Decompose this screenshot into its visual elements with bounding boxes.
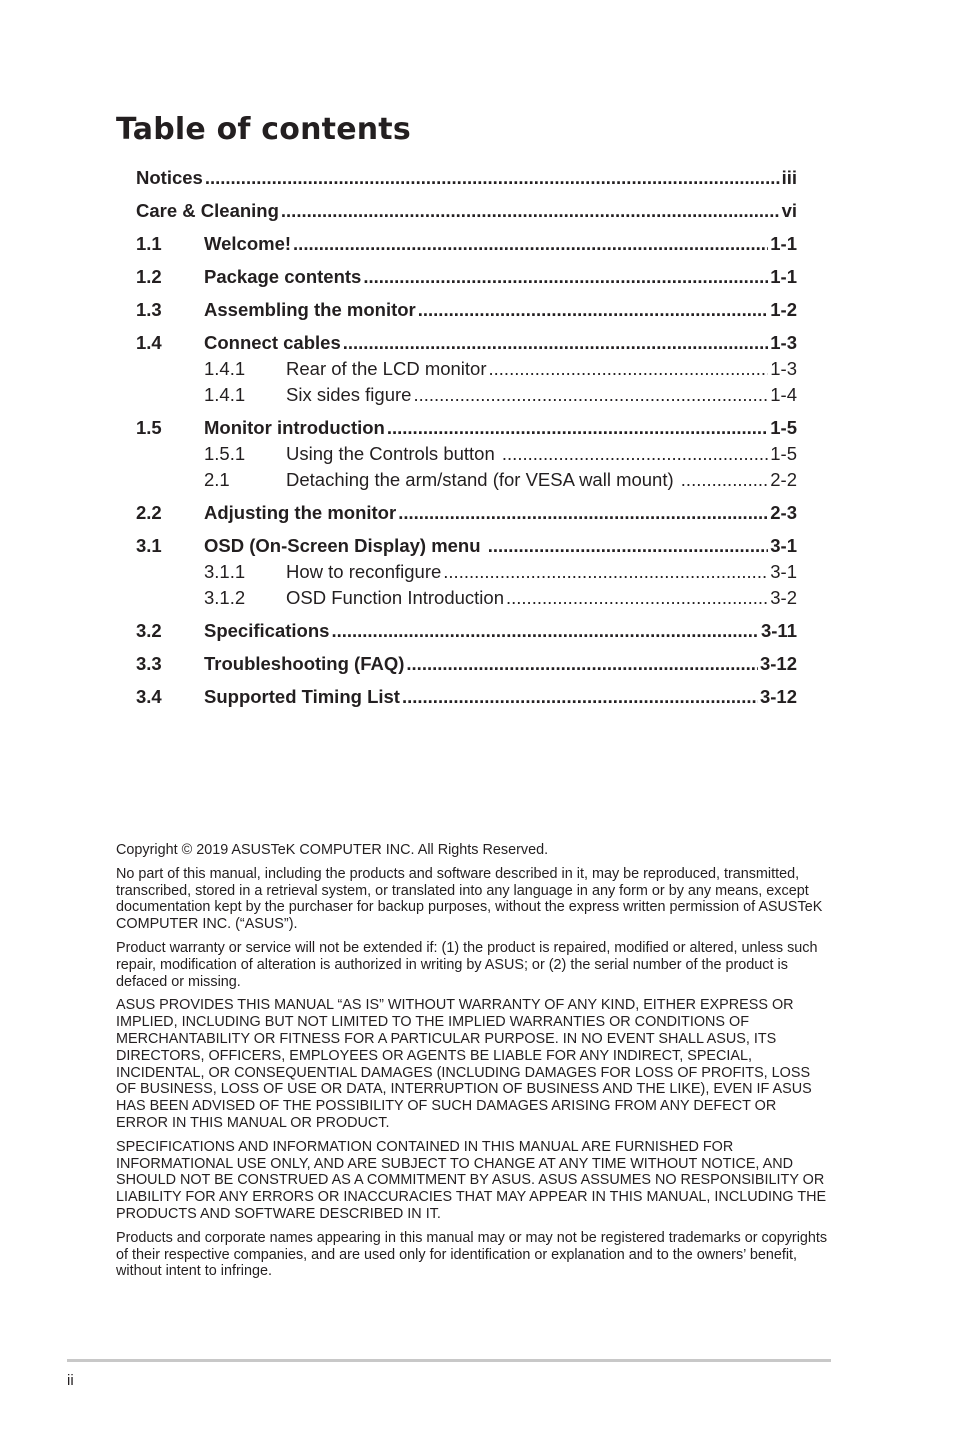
toc-entry-label: OSD Function Introduction — [286, 587, 504, 608]
toc-entry-number: 1.4.1 — [204, 384, 246, 405]
toc-entry-page: 3-2 — [770, 587, 797, 608]
toc-entry-1-4[interactable] — [136, 330, 797, 356]
toc-entry-notices[interactable] — [136, 165, 797, 191]
toc-subentry-3-1-1[interactable] — [136, 559, 797, 585]
toc-entry-page: 1-1 — [770, 266, 797, 287]
toc-entry-number: 3.1 — [136, 535, 162, 556]
copyright-line: Copyright © 2019 ASUSTeK COMPUTER INC. All Rights Reserved. — [116, 842, 549, 858]
toc-entry-number: 3.3 — [136, 653, 162, 674]
warranty-notice: Product warranty or service will not be extended if: (1) the product is repaired, modified or altered, unless such repair, modification of alteration is authorized in writing by ASUS; or (2) the serial number of the product is defaced or missing. — [116, 939, 818, 990]
toc-entry-1-2[interactable] — [136, 264, 797, 290]
toc-leader-dots — [281, 198, 780, 224]
toc-entry-label: Package contents — [204, 266, 362, 287]
toc-entry-page: 1-5 — [770, 417, 797, 438]
toc-entry-1-5[interactable] — [136, 415, 797, 441]
toc-entry-label: Care & Cleaning — [136, 200, 279, 221]
toc-entry-label: Supported Timing List — [204, 686, 400, 707]
toc-entry-number: 1.5.1 — [204, 443, 246, 464]
toc-entry-page: iii — [781, 167, 797, 188]
toc-entry-page: vi — [781, 200, 797, 221]
toc-entry-label: OSD (On-Screen Display) menu — [204, 535, 486, 556]
toc-entry-label: Connect cables — [204, 332, 341, 353]
toc-leader-dots — [681, 467, 768, 493]
disclaimer-notice: ASUS PROVIDES THIS MANUAL “AS IS” WITHOUT WARRANTY OF ANY KIND, EITHER EXPRESS OR IMPLIED, INCLUDING BUT NOT LIMITED TO THE IMPLIED WARRANTIES OR CONDITIONS OF MERCHANTABILITY OR FITNESS FOR A PARTICULAR PURPOSE. IN NO EVENT SHALL ASUS, ITS DIRECTORS, OFFICERS, EMPLOYEES OR AGENTS BE LIABLE FOR ANY INDIRECT, SPECIAL, INCIDENTAL, OR CONSEQUENTIAL DAMAGES (INCLUDING DAMAGES FOR LOSS OF PROFITS, LOSS OF BUSINESS, LOSS OF USE OR DATA, INTERRUPTION OF BUSINESS AND THE LIKE), EVEN IF ASUS HAS BEEN ADVISED OF THE POSSIBILITY OF SUCH DAMAGES ARISING FROM ANY DEFECT OR ERROR IN THIS MANUAL OR PRODUCT. — [116, 997, 812, 1131]
toc-entry-page: 2-3 — [770, 502, 797, 523]
toc-subentry-1-4-1-six-sides[interactable] — [136, 382, 797, 408]
toc-leader-dots — [443, 559, 768, 585]
toc-entry-label: Detaching the arm/stand (for VESA wall mount) — [286, 469, 679, 490]
toc-entry-3-3[interactable] — [136, 651, 797, 677]
toc-leader-dots — [343, 330, 769, 356]
toc-entry-page: 3-1 — [770, 561, 797, 582]
toc-entry-page: 1-3 — [770, 332, 797, 353]
toc-leader-dots — [387, 415, 768, 441]
toc-entry-number: 2.1 — [204, 469, 230, 490]
toc-entry-page: 1-5 — [770, 443, 797, 464]
toc-leader-dots — [363, 264, 768, 290]
toc-entry-3-1[interactable] — [136, 533, 797, 559]
toc-entry-number: 1.5 — [136, 417, 162, 438]
toc-entry-label: Notices — [136, 167, 203, 188]
toc-entry-label: Monitor introduction — [204, 417, 385, 438]
toc-entry-page: 3-12 — [759, 653, 797, 674]
toc-entry-1-3[interactable] — [136, 297, 797, 323]
toc-entry-number: 1.1 — [136, 233, 162, 254]
toc-entry-number: 1.2 — [136, 266, 162, 287]
toc-leader-dots — [402, 684, 758, 710]
toc-leader-dots — [398, 500, 768, 526]
toc-leader-dots — [502, 441, 768, 467]
toc-subentry-1-4-1-rear[interactable] — [136, 356, 797, 382]
toc-leader-dots — [506, 585, 768, 611]
toc-entry-2-2[interactable] — [136, 500, 797, 526]
toc-entry-3-4[interactable] — [136, 684, 797, 710]
toc-entry-page: 1-2 — [770, 299, 797, 320]
toc-entry-label: Rear of the LCD monitor — [286, 358, 487, 379]
toc-leader-dots — [413, 382, 768, 408]
toc-entry-label: Adjusting the monitor — [204, 502, 397, 523]
toc-entry-label: Six sides figure — [286, 384, 412, 405]
toc-leader-dots — [293, 231, 768, 257]
toc-entry-3-2[interactable] — [136, 618, 797, 644]
toc-leader-dots — [418, 297, 769, 323]
toc-entry-page: 3-1 — [770, 535, 797, 556]
toc-entry-number: 1.4 — [136, 332, 162, 353]
toc-entry-number: 1.4.1 — [204, 358, 246, 379]
toc-subentry-2-1[interactable] — [136, 467, 797, 493]
trademark-notice: Products and corporate names appearing in this manual may or may not be registered trademarks or copyrights of their respective companies, and are used only for identification or explanation and to the owners’ benefit, without intent to infringe. — [116, 1229, 828, 1280]
toc-entry-label: Troubleshooting (FAQ) — [204, 653, 405, 674]
reproduction-notice: No part of this manual, including the products and software described in it, may be reproduced, transmitted, transcribed, stored in a retrieval system, or translated into any language in any form or by any means, except documentation kept by the purchaser for backup purposes, without the express written permission of ASUSTeK COMPUTER INC. (“ASUS”). — [116, 865, 823, 933]
toc-entry-page: 3-11 — [760, 620, 797, 641]
toc-entry-number: 1.3 — [136, 299, 162, 320]
page-number: ii — [67, 1372, 74, 1389]
toc-entry-label: Assembling the monitor — [204, 299, 416, 320]
toc-entry-1-1[interactable] — [136, 231, 797, 257]
toc-leader-dots — [205, 165, 780, 191]
toc-entry-label: Welcome! — [204, 233, 292, 254]
toc-entry-number: 3.2 — [136, 620, 162, 641]
toc-entry-page: 3-12 — [759, 686, 797, 707]
toc-entry-page: 1-3 — [770, 358, 797, 379]
toc-leader-dots — [488, 533, 769, 559]
toc-entry-number: 3.4 — [136, 686, 162, 707]
toc-leader-dots — [406, 651, 758, 677]
toc-entry-label: Using the Controls button — [286, 443, 500, 464]
specifications-notice: SPECIFICATIONS AND INFORMATION CONTAINED IN THIS MANUAL ARE FURNISHED FOR INFORMATIONAL USE ONLY, AND ARE SUBJECT TO CHANGE AT ANY TIME WITHOUT NOTICE, AND SHOULD NOT BE CONSTRUED AS A COMMITMENT BY ASUS. ASUS ASSUMES NO RESPONSIBILITY OR LIABILITY FOR ANY ERRORS OR INACCURACIES THAT MAY APPEAR IN THIS MANUAL, INCLUDING THE PRODUCTS AND SOFTWARE DESCRIBED IN IT. — [116, 1138, 827, 1222]
toc-entry-number: 3.1.1 — [204, 561, 246, 582]
toc-leader-dots — [489, 356, 769, 382]
footer-divider — [67, 1359, 831, 1362]
toc-subentry-3-1-2[interactable] — [136, 585, 797, 611]
toc-entry-page: 1-1 — [770, 233, 797, 254]
toc-entry-page: 1-4 — [770, 384, 797, 405]
toc-entry-label: Specifications — [204, 620, 330, 641]
page-title: Table of contents — [116, 112, 411, 147]
toc-entry-label: How to reconfigure — [286, 561, 442, 582]
toc-entry-care-cleaning[interactable] — [136, 198, 797, 224]
toc-entry-page: 2-2 — [770, 469, 797, 490]
table-of-contents — [136, 165, 797, 710]
toc-subentry-1-5-1[interactable] — [136, 441, 797, 467]
toc-entry-number: 2.2 — [136, 502, 162, 523]
legal-notice — [116, 842, 832, 1287]
toc-entry-number: 3.1.2 — [204, 587, 246, 608]
toc-leader-dots — [331, 618, 759, 644]
